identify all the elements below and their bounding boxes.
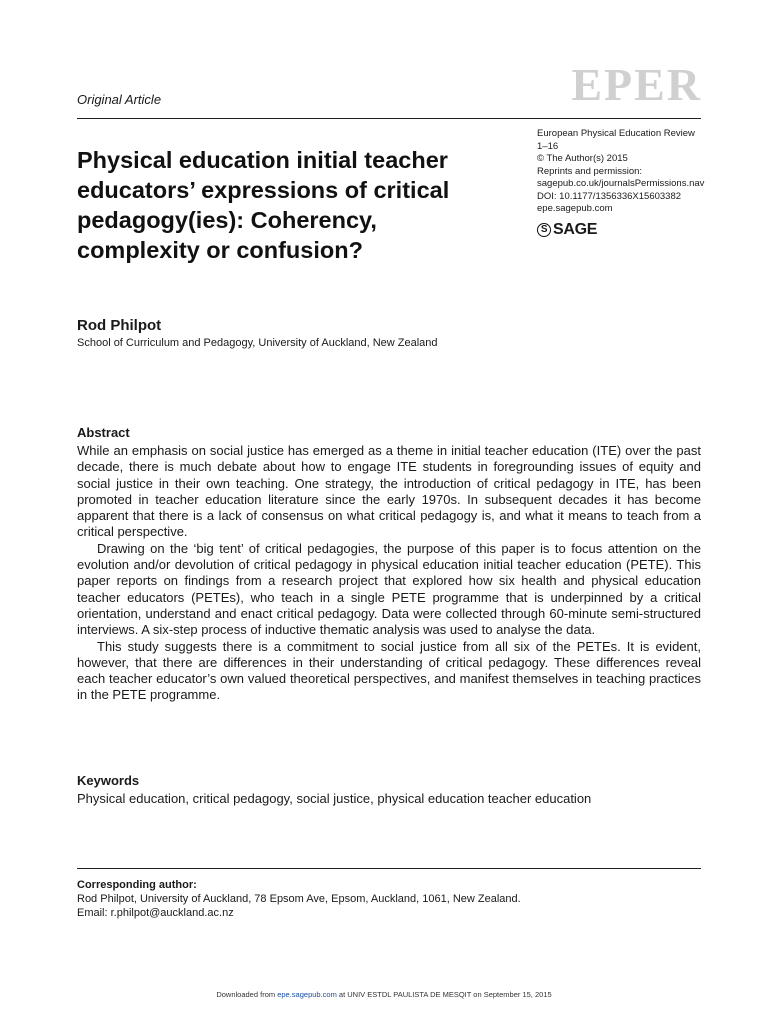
- journal-logo: EPER: [571, 59, 702, 110]
- doi-line[interactable]: DOI: 10.1177/1356336X15603382: [537, 190, 682, 202]
- footer-link[interactable]: epe.sagepub.com: [277, 990, 337, 999]
- footnote-divider: [77, 868, 701, 869]
- footer-prefix: Downloaded from: [216, 990, 278, 999]
- header-divider: [77, 118, 701, 119]
- journal-meta: [537, 128, 737, 216]
- abstract-body: [77, 443, 701, 704]
- article-type-label: Original Article: [77, 92, 162, 107]
- abstract-paragraph: Drawing on the ‘big tent’ of critical pedagogies, the purpose of this paper is to focus attention on the evolution and/or devolution of critical pedagogy in physical education initial teacher education (PETE). This paper reports on findings from a research project that explored how six health and physical education teacher educators (PETEs), who teach in a single PETE programme that is underpinned by a critical orientation, understand and enact critical pedagogy. Data were collected through 60-minute semi-structured interviews. A six-step process of inductive thematic analysis was used to analyse the data.: [77, 540, 701, 638]
- corresponding-author-block: [77, 878, 521, 920]
- keywords-heading: Keywords: [77, 773, 140, 788]
- article-title: Physical education initial teacher educators’ expressions of critical pedagogy(ies): Coherency, complexity or confusion?: [77, 147, 450, 263]
- corresponding-author-email[interactable]: Email: r.philpot@auckland.ac.nz: [77, 907, 234, 919]
- abstract-heading: Abstract: [77, 425, 130, 440]
- keywords-list: Physical education, critical pedagogy, social justice, physical education teacher education: [77, 791, 592, 806]
- author-affiliation: School of Curriculum and Pedagogy, University of Auckland, New Zealand: [77, 337, 438, 349]
- journal-website[interactable]: epe.sagepub.com: [537, 203, 613, 214]
- copyright-line: © The Author(s) 2015: [537, 153, 628, 164]
- journal-pages: 1–16: [537, 140, 559, 152]
- abstract-paragraph: This study suggests there is a commitment to social justice from all six of the PETEs. It is evident, however, that there are differences in their understanding of critical pedagogy. These differences reveal each teacher educator’s own valued theoretical perspectives, and manifest themselves in teaching practices in the PETE programme.: [77, 638, 701, 703]
- corresponding-author-heading: Corresponding author:: [77, 879, 197, 891]
- publisher-name: SAGE: [553, 221, 598, 238]
- download-footer: [0, 990, 768, 999]
- reprints-url[interactable]: sagepub.co.uk/journalsPermissions.nav: [537, 178, 705, 189]
- author-name: Rod Philpot: [77, 317, 162, 334]
- publisher-logo: [537, 221, 597, 239]
- abstract-paragraph: While an emphasis on social justice has emerged as a theme in initial teacher education (ITE) over the past decade, there is much debate about how to engage ITE students in foregrounding issues of equity and social justice in their own teaching. One strategy, the introduction of critical pedagogy in ITE, has been promoted in teacher education literature since the early 1970s. In subsequent decades it has become apparent that there is a lack of consensus on what critical pedagogy is, and what it means to teach from a critical perspective.: [77, 443, 701, 540]
- sage-icon: S: [537, 223, 551, 237]
- footer-suffix: at UNIV ESTDL PAULISTA DE MESQIT on September 15, 2015: [336, 990, 552, 999]
- corresponding-author-address: Rod Philpot, University of Auckland, 78 Epsom Ave, Epsom, Auckland, 1061, New Zealand.: [77, 893, 521, 905]
- journal-name: European Physical Education Review: [537, 128, 695, 139]
- reprints-line: Reprints and permission:: [537, 165, 643, 177]
